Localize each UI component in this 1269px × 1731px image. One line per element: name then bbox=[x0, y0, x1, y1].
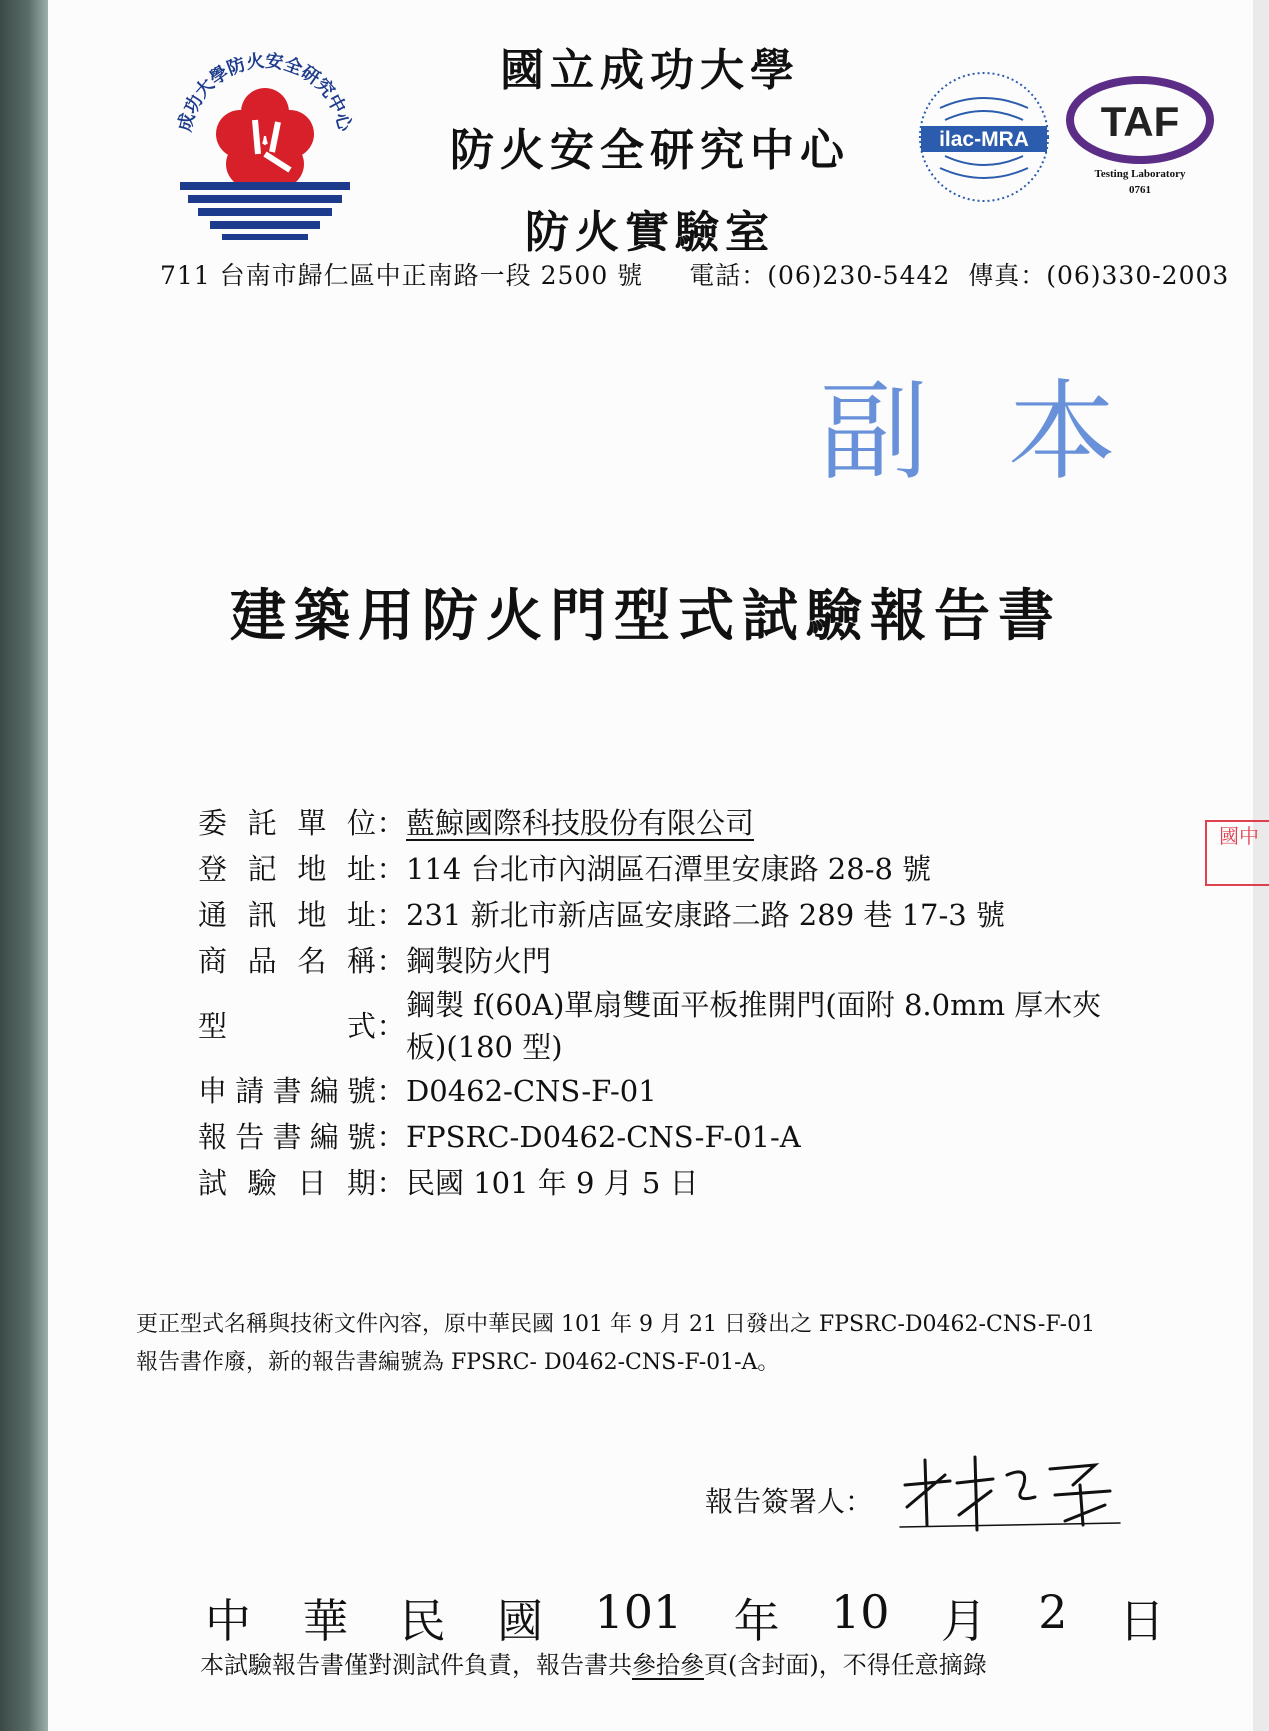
lab-address: 711 台南市歸仁區中正南路一段 2500 號 bbox=[160, 261, 644, 290]
handwritten-signature bbox=[895, 1445, 1125, 1535]
center-name: 防火安全研究中心 bbox=[450, 125, 850, 176]
colon: ： bbox=[376, 1120, 406, 1154]
correction-note bbox=[136, 1306, 1216, 1382]
field-value: 藍鯨國際科技股份有限公司 bbox=[406, 806, 755, 840]
university-name: 國立成功大學 bbox=[500, 45, 800, 96]
svg-text:成功大學防火安全研究中心: 成功大學防火安全研究中心 bbox=[174, 50, 356, 134]
field-application-number bbox=[198, 1068, 1198, 1114]
colon: ： bbox=[376, 1166, 406, 1200]
report-title: 建築用防火門型式試驗報告書 bbox=[230, 584, 1062, 649]
taf-caption-line: Testing Laboratory bbox=[1094, 168, 1186, 180]
field-value: FPSRC-D0462-CNS-F-01-A bbox=[406, 1120, 801, 1154]
svg-text:TAF: TAF bbox=[1100, 98, 1180, 145]
signer-label: 報告簽署人： bbox=[705, 1485, 874, 1518]
type-line: 板)(180 型) bbox=[406, 1030, 563, 1064]
colon: ： bbox=[376, 944, 406, 978]
page-count: 參拾參 bbox=[632, 1651, 704, 1679]
field-label: 型 式 bbox=[198, 1009, 376, 1043]
field-label: 通 訊 地 址 bbox=[198, 898, 376, 932]
field-client bbox=[198, 800, 1198, 846]
lab-phone: 電話：(06)230-5442 bbox=[689, 261, 951, 290]
field-value: 民國 101 年 9 月 5 日 bbox=[406, 1166, 699, 1200]
field-test-date bbox=[198, 1160, 1198, 1206]
note-line: 報告書作廢，新的報告書編號為 FPSRC- D0462-CNS-F-01-A。 bbox=[136, 1350, 780, 1375]
lab-name: 防火實驗室 bbox=[525, 207, 775, 258]
field-value: 114 台北市內湖區石潭里安康路 28-8 號 bbox=[406, 852, 932, 886]
field-value bbox=[406, 984, 1198, 1068]
copy-stamp: 副本 bbox=[820, 370, 1197, 495]
ilac-mra-logo bbox=[915, 68, 1053, 206]
lab-fax: 傳真：(06)330-2003 bbox=[968, 261, 1230, 290]
field-label: 報 告 書 編 號 bbox=[198, 1120, 376, 1154]
field-value: 鋼製防火門 bbox=[406, 944, 552, 978]
type-line: 鋼製 f(60A)單扇雙面平板推開門(面附 8.0mm 厚木夾 bbox=[406, 988, 1102, 1022]
red-seal-stamp: 國中 bbox=[1205, 820, 1269, 886]
contact-line bbox=[160, 256, 1229, 292]
lab-header bbox=[400, 28, 900, 260]
field-label: 登 記 地 址 bbox=[198, 852, 376, 886]
field-product-name bbox=[198, 938, 1198, 984]
colon: ： bbox=[376, 898, 406, 932]
issue-date: 中 華 民 國 101 年 10 月 2 日 bbox=[205, 1585, 1165, 1648]
report-fields bbox=[198, 800, 1198, 1206]
note-line: 更正型式名稱與技術文件內容，原中華民國 101 年 9 月 21 日發出之 FPSRC-D0462-CNS-F-01 bbox=[136, 1312, 1096, 1337]
binding-edge bbox=[0, 0, 48, 1731]
colon: ： bbox=[376, 806, 406, 840]
university-logo bbox=[160, 42, 370, 242]
taf-caption bbox=[1065, 166, 1215, 198]
colon: ： bbox=[376, 852, 406, 886]
field-mailing-address bbox=[198, 892, 1198, 938]
field-registered-address bbox=[198, 846, 1198, 892]
field-label: 試 驗 日 期 bbox=[198, 1166, 376, 1200]
taf-lab-number: 0761 bbox=[1129, 184, 1151, 196]
field-type bbox=[198, 984, 1198, 1068]
field-report-number bbox=[198, 1114, 1198, 1160]
field-label: 委 託 單 位 bbox=[198, 806, 376, 840]
colon: ： bbox=[376, 1009, 406, 1043]
svg-text:ilac-MRA: ilac-MRA bbox=[939, 128, 1029, 151]
footer-disclaimer: 本試驗報告書僅對測試件負責，報告書共參拾參頁(含封面)，不得任意摘錄 bbox=[200, 1651, 987, 1679]
field-value: 231 新北市新店區安康路二路 289 巷 17-3 號 bbox=[406, 898, 1005, 932]
field-label: 申 請 書 編 號 bbox=[198, 1074, 376, 1108]
colon: ： bbox=[376, 1074, 406, 1108]
field-value: D0462-CNS-F-01 bbox=[406, 1074, 657, 1108]
field-label: 商 品 名 稱 bbox=[198, 944, 376, 978]
